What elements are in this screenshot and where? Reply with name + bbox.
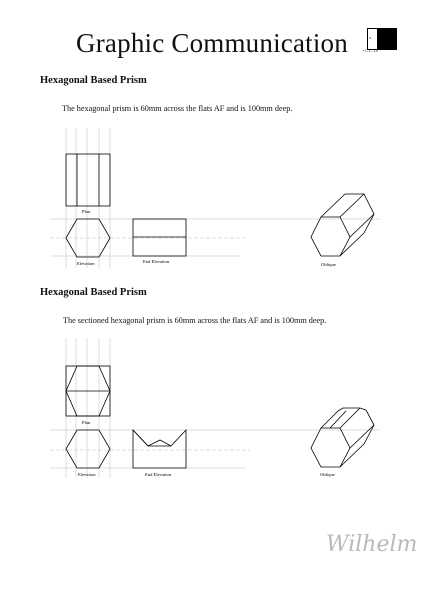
page-title: Graphic Communication bbox=[76, 28, 348, 58]
logo-mark: ≡ bbox=[369, 35, 372, 40]
end-elevation-view-2 bbox=[133, 430, 186, 468]
plan-view-2 bbox=[66, 366, 110, 416]
plan-view bbox=[66, 154, 110, 206]
signature: Wilhelm bbox=[326, 532, 418, 557]
logo-caption: • C.L. Lo bbox=[363, 48, 378, 53]
oblique-view bbox=[311, 194, 374, 256]
construction-lines bbox=[50, 128, 380, 268]
elevation-label: Elevation bbox=[77, 261, 95, 266]
section2-drawing bbox=[0, 335, 424, 485]
section1-drawing bbox=[0, 125, 424, 275]
section1-description: The hexagonal prism is 60mm across the flats AF and is 100mm deep. bbox=[62, 104, 293, 113]
oblique-label: Oblique bbox=[321, 262, 336, 267]
section2-heading: Hexagonal Based Prism bbox=[40, 287, 147, 298]
plan-label-2: Plan bbox=[82, 420, 91, 425]
logo bbox=[367, 28, 397, 50]
plan-label: Plan bbox=[82, 209, 91, 214]
end-elevation-label-2: End Elevation bbox=[145, 472, 172, 477]
construction-lines-2 bbox=[50, 338, 380, 478]
end-elevation-view bbox=[133, 219, 186, 256]
oblique-label-2: Oblique bbox=[320, 472, 335, 477]
section2-description: The sectioned hexagonal prism is 60mm across the flats AF and is 100mm deep. bbox=[63, 316, 327, 325]
elevation-label-2: Elevation bbox=[78, 472, 96, 477]
elevation-hexagon-2 bbox=[66, 430, 110, 468]
end-elevation-label: End Elevation bbox=[143, 259, 170, 264]
section1-heading: Hexagonal Based Prism bbox=[40, 75, 147, 86]
oblique-view-2 bbox=[311, 408, 374, 467]
logo-dark-block bbox=[377, 29, 396, 49]
